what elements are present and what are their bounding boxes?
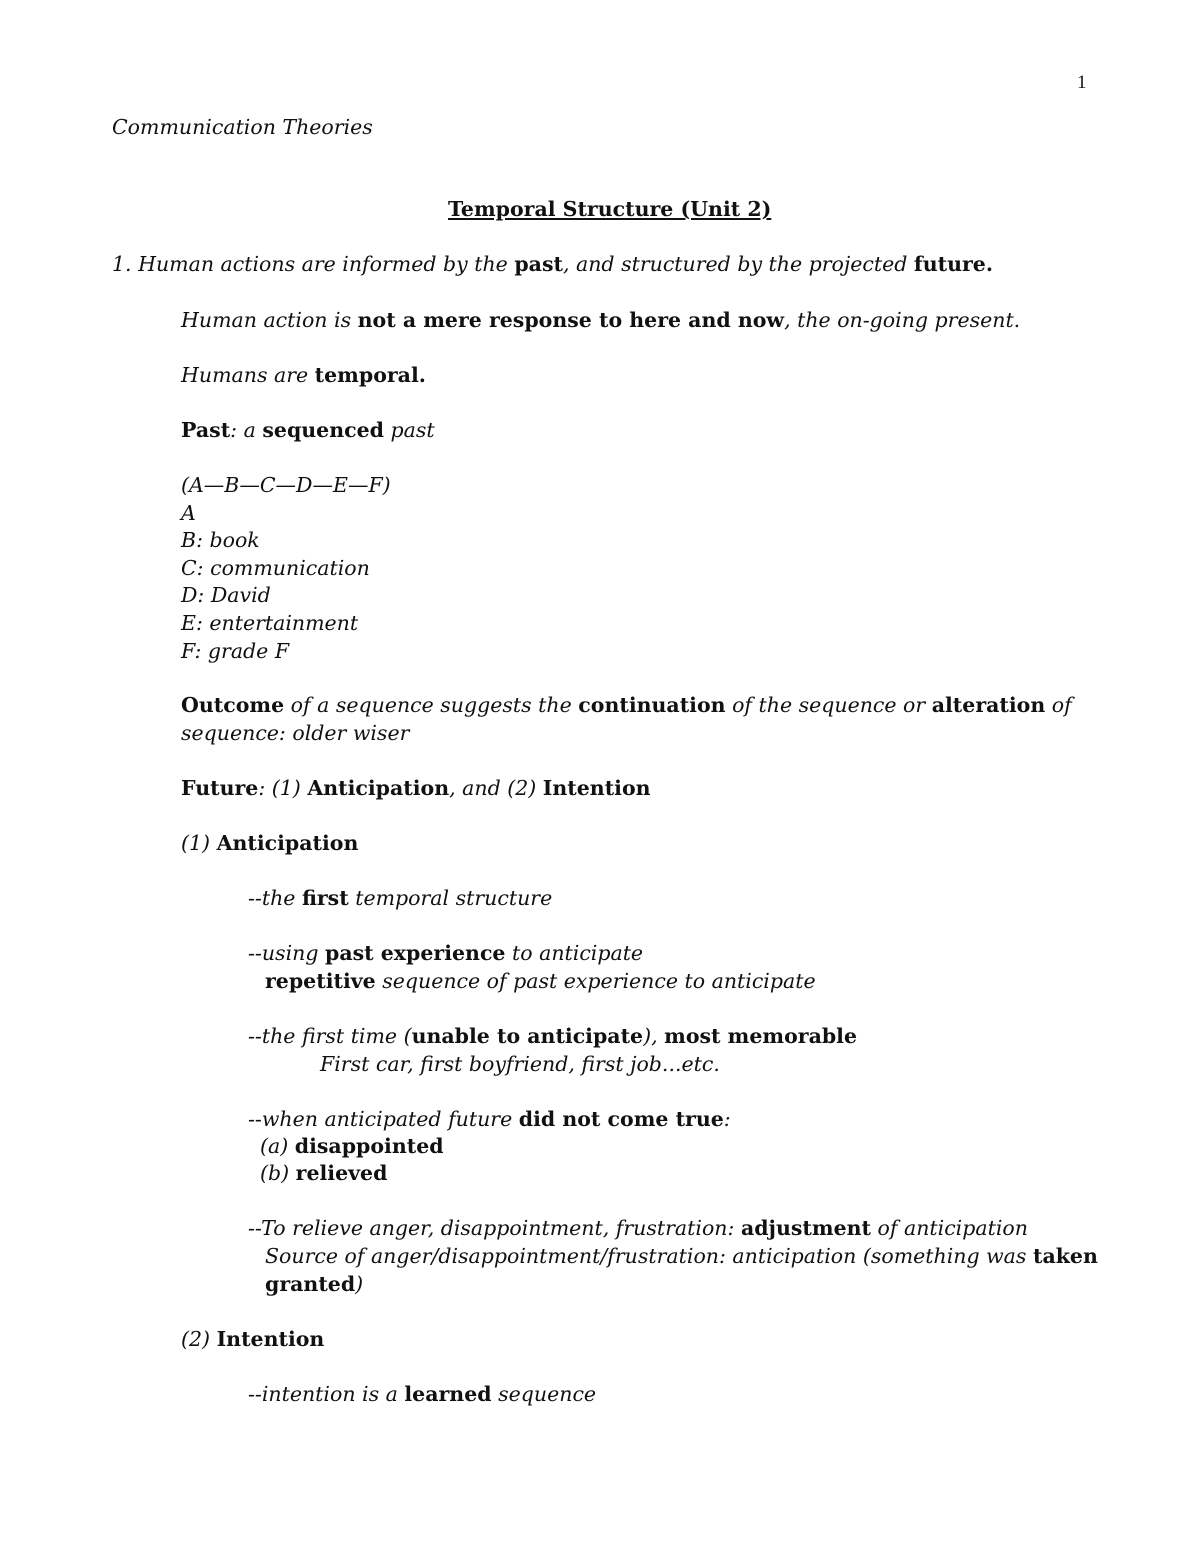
anticipation-relieved <box>260 1160 387 1186</box>
past-line-sequenced: sequenced <box>262 418 384 442</box>
point-1-text-b: , and structured by the projected <box>562 252 908 276</box>
point-1-end: . <box>985 252 993 276</box>
intention-a: --intention is a <box>248 1382 398 1406</box>
humans-temporal-a: Humans are <box>181 363 309 387</box>
ant-firsttime-a: --the first time ( <box>248 1024 412 1048</box>
ant-using-c: to anticipate <box>512 941 644 965</box>
ant-relieve-g: ) <box>355 1272 364 1296</box>
ant-firsttime-b: unable to anticipate <box>411 1024 644 1048</box>
anticipation-heading <box>181 830 358 856</box>
ant-first-b: first <box>301 886 349 910</box>
humans-temporal-b: temporal <box>314 363 419 387</box>
outcome-line-2: sequence: older wiser <box>181 721 410 745</box>
ant-relieve-a: --To relieve anger, disappointment, frustration: <box>248 1216 735 1240</box>
sequence-item-a: A <box>181 501 196 525</box>
past-line-d: past <box>390 418 435 442</box>
intention-heading <box>181 1326 324 1352</box>
human-action-line <box>181 307 1020 333</box>
anticipation-number: (1) <box>181 831 211 855</box>
sequence-line: (A—B—C—D—E—F) <box>181 473 391 497</box>
future-intention: Intention <box>542 776 651 800</box>
ant-notrue-a: --when anticipated future <box>248 1107 513 1131</box>
future-line <box>181 775 651 801</box>
outcome-continuation: continuation <box>578 693 726 717</box>
anticipation-examples: First car, first boyfriend, first job...etc. <box>320 1052 720 1076</box>
ant-relieve-f: granted <box>265 1272 356 1296</box>
ant-notrue-b: did not come true <box>518 1107 724 1131</box>
ant-relieve-e: taken <box>1032 1244 1098 1268</box>
ant-firsttime-d: most memorable <box>664 1024 858 1048</box>
intention-b: learned <box>404 1382 492 1406</box>
anticipation-disappointed <box>260 1133 444 1159</box>
point-1-future: future <box>913 252 986 276</box>
point-1 <box>112 251 993 277</box>
intention-learned-line <box>248 1381 596 1407</box>
document-heading: Temporal Structure (Unit 2) <box>448 197 772 221</box>
sequence-item-c: C: communication <box>181 556 370 580</box>
future-label: Future <box>181 776 259 800</box>
ant-notrue-e1: (b) <box>260 1161 290 1185</box>
page-number: 1 <box>1077 72 1087 93</box>
anticipation-notrue-line <box>248 1106 731 1132</box>
outcome-d: of the sequence or <box>732 693 926 717</box>
intention-number: (2) <box>181 1327 211 1351</box>
ant-notrue-e2: relieved <box>295 1161 388 1185</box>
anticipation-granted-line <box>265 1271 363 1297</box>
sequence-item-b: B: book <box>181 528 260 552</box>
humans-temporal-line <box>181 362 426 388</box>
ant-notrue-d2: disappointed <box>294 1134 444 1158</box>
ant-using-d: repetitive <box>265 969 376 993</box>
point-1-text-a: Human actions are informed by the <box>138 252 508 276</box>
ant-notrue-c: : <box>723 1107 731 1131</box>
past-line <box>181 417 435 443</box>
ant-using-b: past experience <box>325 941 506 965</box>
anticipation-first-line <box>248 885 552 911</box>
outcome-f: of <box>1051 693 1072 717</box>
past-label: Past <box>181 418 231 442</box>
anticipation-repetitive-line <box>265 968 816 994</box>
anticipation-label: Anticipation <box>216 831 359 855</box>
ant-using-e: sequence of past experience to anticipate <box>382 969 816 993</box>
anticipation-using-line <box>248 940 643 966</box>
point-1-number: 1. <box>112 252 132 276</box>
humans-temporal-c: . <box>418 363 426 387</box>
outcome-line-1 <box>181 692 1072 718</box>
past-line-b: : a <box>230 418 256 442</box>
ant-notrue-d1: (a) <box>260 1134 289 1158</box>
outcome-label: Outcome <box>181 693 285 717</box>
ant-relieve-c: of anticipation <box>877 1216 1028 1240</box>
intention-label: Intention <box>216 1327 325 1351</box>
human-action-a: Human action is <box>181 308 352 332</box>
future-line-b: : (1) <box>258 776 301 800</box>
sequence-item-f: F: grade F <box>181 639 290 663</box>
point-1-past: past <box>514 252 563 276</box>
ant-relieve-d: Source of anger/disappointment/frustration: anticipation (something was <box>265 1244 1027 1268</box>
course-title: Communication Theories <box>112 115 373 139</box>
ant-using-a: --using <box>248 941 319 965</box>
ant-first-a: --the <box>248 886 296 910</box>
anticipation-source-line <box>265 1243 1098 1269</box>
outcome-b: of a sequence suggests the <box>290 693 572 717</box>
sequence-item-d: D: David <box>181 583 271 607</box>
human-action-c: , the on-going present. <box>784 308 1021 332</box>
future-anticipation: Anticipation <box>307 776 450 800</box>
human-action-b: not a mere response to here and now <box>357 308 785 332</box>
anticipation-relieve-line <box>248 1215 1028 1241</box>
future-line-d: , and (2) <box>449 776 537 800</box>
ant-firsttime-c: ), <box>643 1024 658 1048</box>
ant-first-c: temporal structure <box>355 886 553 910</box>
outcome-alteration: alteration <box>931 693 1046 717</box>
sequence-item-e: E: entertainment <box>181 611 359 635</box>
ant-relieve-b: adjustment <box>740 1216 871 1240</box>
anticipation-firsttime-line <box>248 1023 857 1049</box>
intention-c: sequence <box>498 1382 597 1406</box>
